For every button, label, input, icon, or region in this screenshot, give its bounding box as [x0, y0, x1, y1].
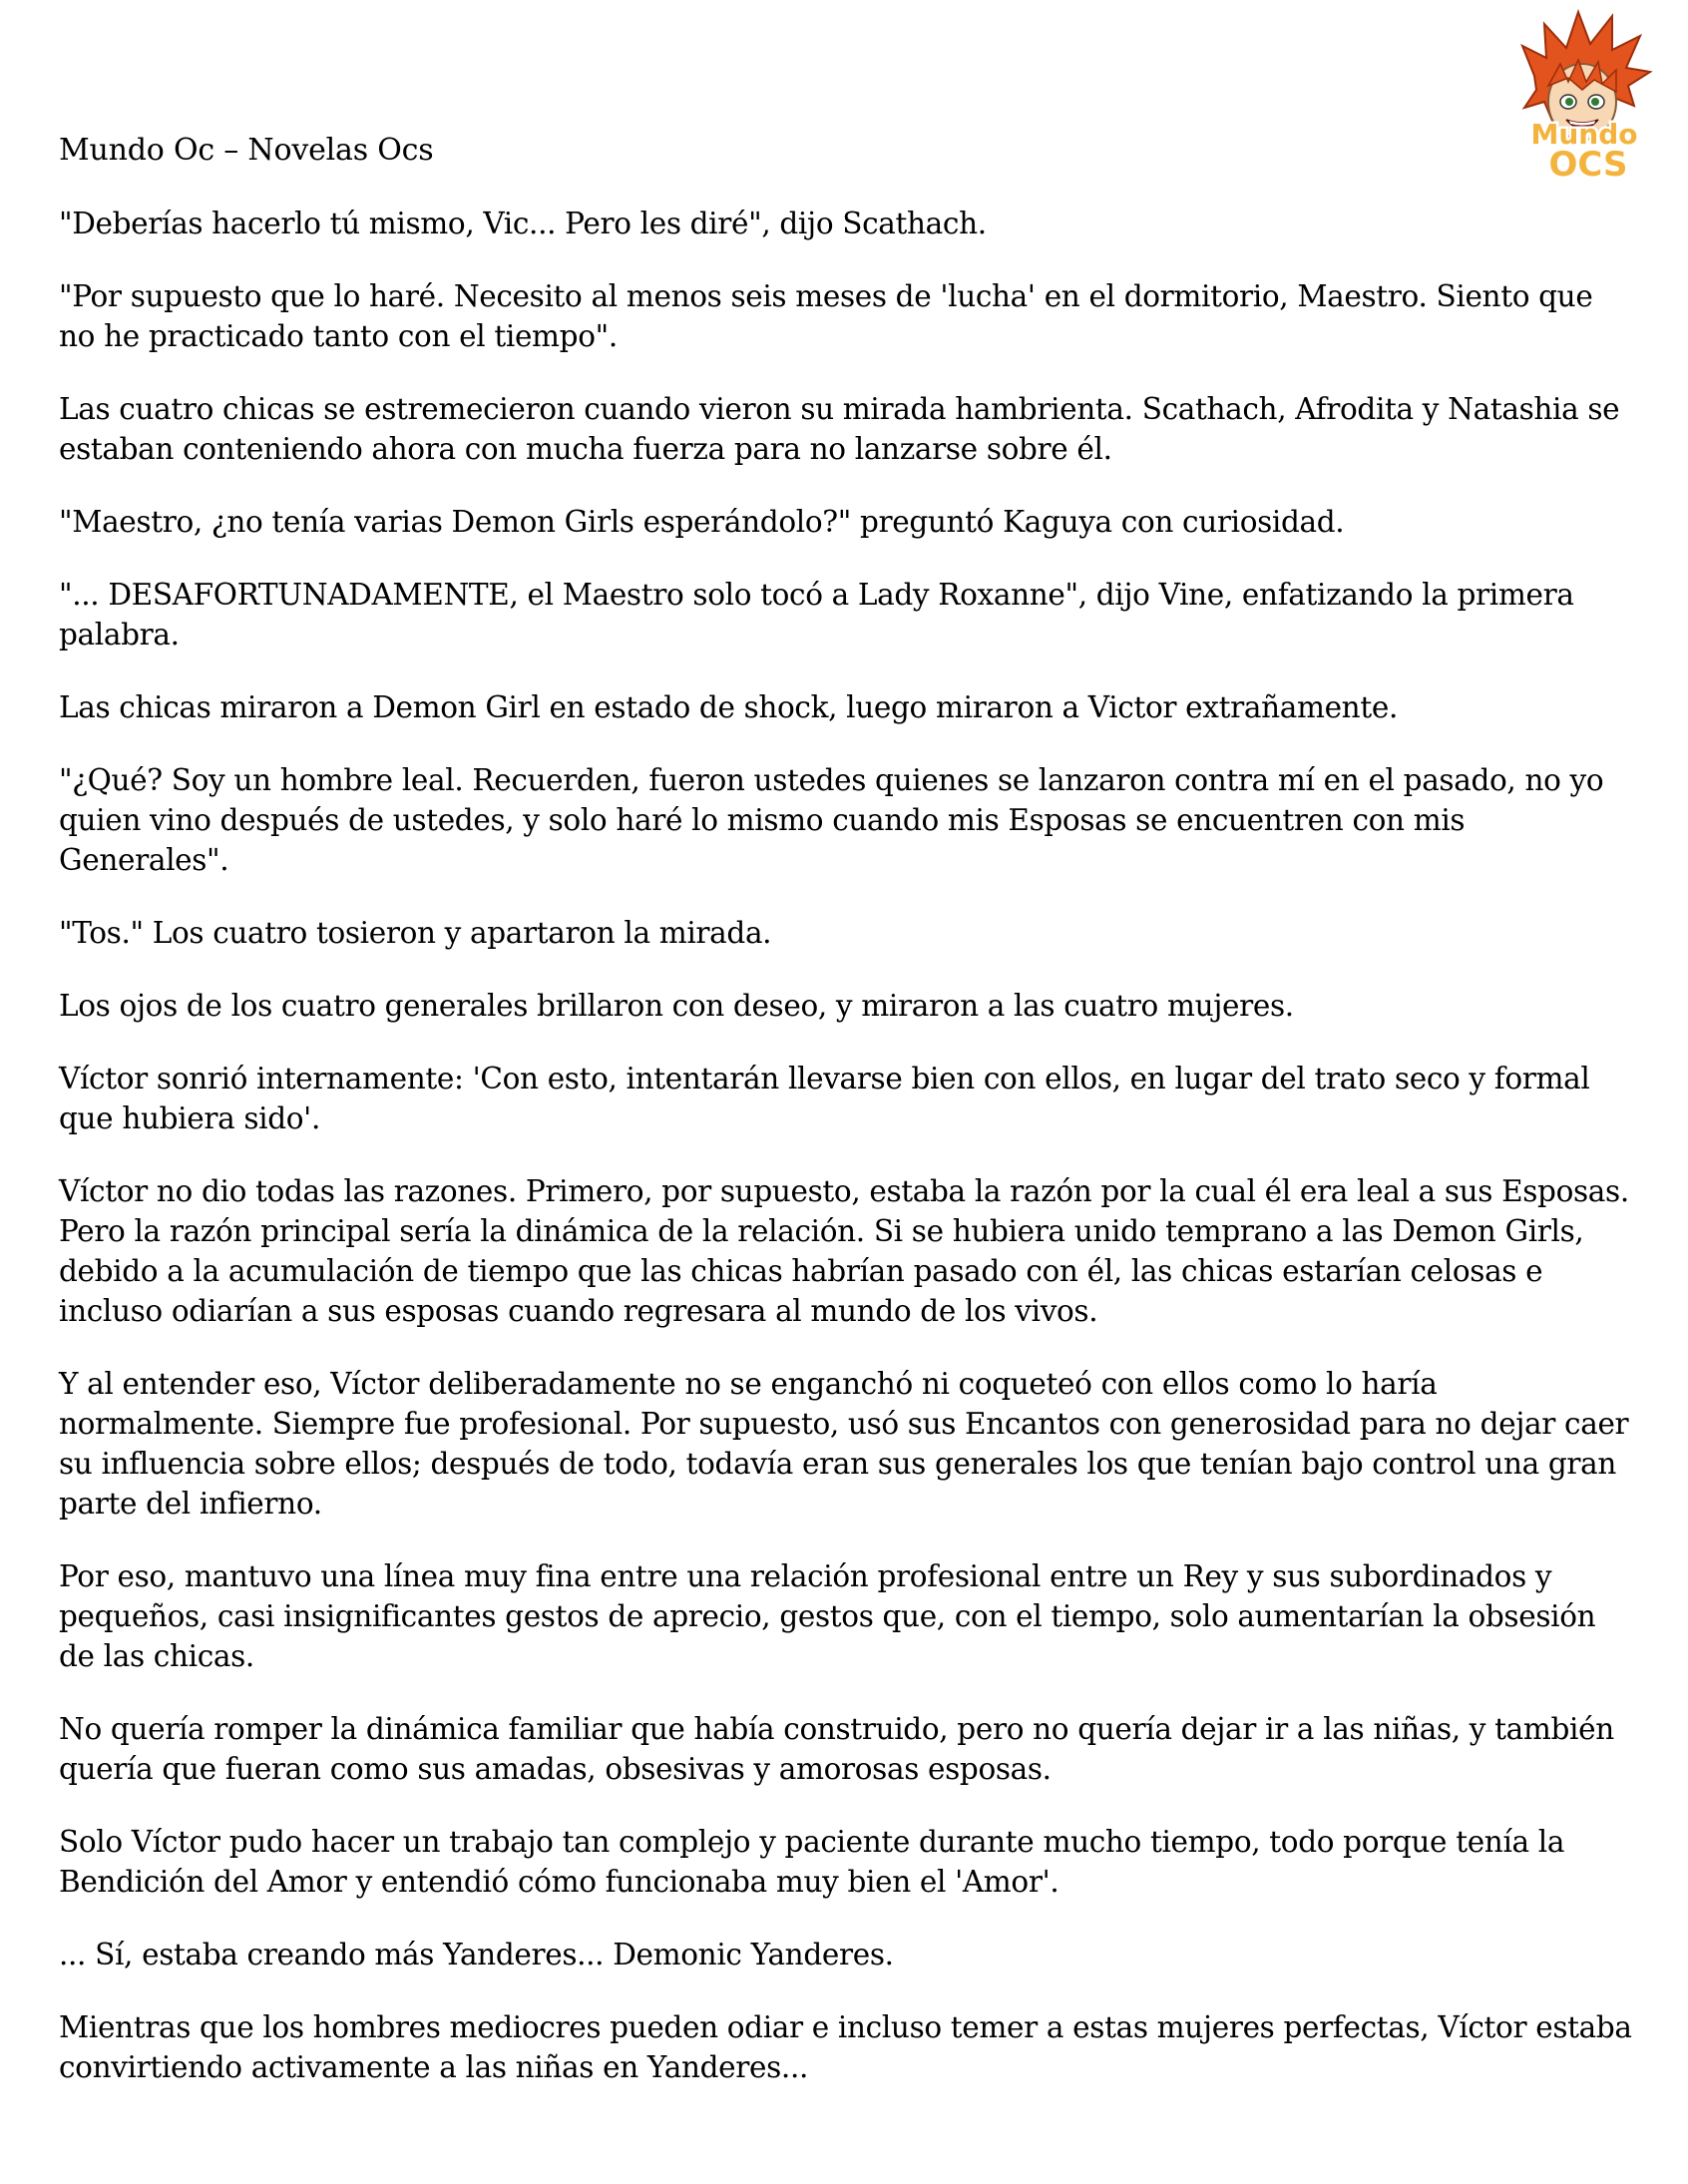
paragraph: Las cuatro chicas se estremecieron cuando vieron su mirada hambrienta. Scathach, Afrodita y Natashia se estaban conteniendo ahora con mucha fuerza para no lanzarse sobre él.	[59, 392, 1620, 466]
paragraph: Los ojos de los cuatro generales brillaron con deseo, y miraron a las cuatro mujeres.	[59, 989, 1294, 1023]
paragraph: ... Sí, estaba creando más Yanderes... Demonic Yanderes.	[59, 1938, 894, 1971]
paragraph: "Por supuesto que lo haré. Necesito al menos seis meses de 'lucha' en el dormitorio, Maestro. Siento que no he practicado tanto con el tiempo".	[59, 279, 1593, 353]
paragraph: "Deberías hacerlo tú mismo, Vic... Pero les diré", dijo Scathach.	[59, 207, 987, 240]
page-header: Mundo Oc – Novelas Ocs	[59, 133, 434, 168]
paragraph: Víctor sonrió internamente: 'Con esto, intentarán llevarse bien con ellos, en lugar del trato seco y formal que hubiera sido'.	[59, 1062, 1590, 1135]
logo-text-line2: OCS	[1548, 145, 1628, 185]
paragraph: Las chicas miraron a Demon Girl en estado de shock, luego miraron a Victor extrañamente.	[59, 690, 1398, 724]
paragraph: No quería romper la dinámica familiar que había construido, pero no quería dejar ir a las niñas, y también quería que fueran como sus amadas, obsesivas y amorosas esposas.	[59, 1712, 1614, 1786]
paragraph: "¿Qué? Soy un hombre leal. Recuerden, fueron ustedes quienes se lanzaron contra mí en el pasado, no yo quien vino después de ustedes, y solo haré lo mismo cuando mis Esposas se encuentren con mis Generales".	[59, 763, 1604, 877]
paragraph: Solo Víctor pudo hacer un trabajo tan complejo y paciente durante mucho tiempo, todo porque tenía la Bendición del Amor y entendió cómo funcionaba muy bien el 'Amor'.	[59, 1825, 1565, 1899]
paragraph: "Tos." Los cuatro tosieron y apartaron la mirada.	[59, 916, 772, 950]
paragraph: "Maestro, ¿no tenía varias Demon Girls esperándolo?" preguntó Kaguya con curiosidad.	[59, 505, 1345, 539]
logo-text-line1: Mundo	[1530, 118, 1638, 151]
document-body	[59, 131, 1635, 2120]
paragraph: Y al entender eso, Víctor deliberadamente no se enganchó ni coqueteó con ellos como lo haría normalmente. Siempre fue profesional. Por supuesto, usó sus Encantos con generosidad para no dejar caer su influencia sobre ellos; después de todo, todavía eran sus generales los que tenían bajo control una gran parte del infierno.	[59, 1367, 1629, 1521]
paragraph: Víctor no dio todas las razones. Primero, por supuesto, estaba la razón por la cual él era leal a sus Esposas. Pero la razón principal sería la dinámica de la relación. Si se hubiera unido temprano a las Demon Girls, debido a la acumulación de tiempo que las chicas habrían pasado con él, las chicas estarían celosas e incluso odiarían a sus esposas cuando regresara al mundo de los vivos.	[59, 1174, 1629, 1328]
paragraph: Mientras que los hombres mediocres pueden odiar e incluso temer a estas mujeres perfectas, Víctor estaba convirtiendo activamente a las niñas en Yanderes...	[59, 2010, 1632, 2084]
paragraph: Por eso, mantuvo una línea muy fina entre una relación profesional entre un Rey y sus subordinados y pequeños, casi insignificantes gestos de aprecio, gestos que, con el tiempo, solo aumentarían la obsesión de las chicas.	[59, 1559, 1596, 1673]
paragraph: "... DESAFORTUNADAMENTE, el Maestro solo tocó a Lady Roxanne", dijo Vine, enfatizando la primera palabra.	[59, 578, 1574, 652]
